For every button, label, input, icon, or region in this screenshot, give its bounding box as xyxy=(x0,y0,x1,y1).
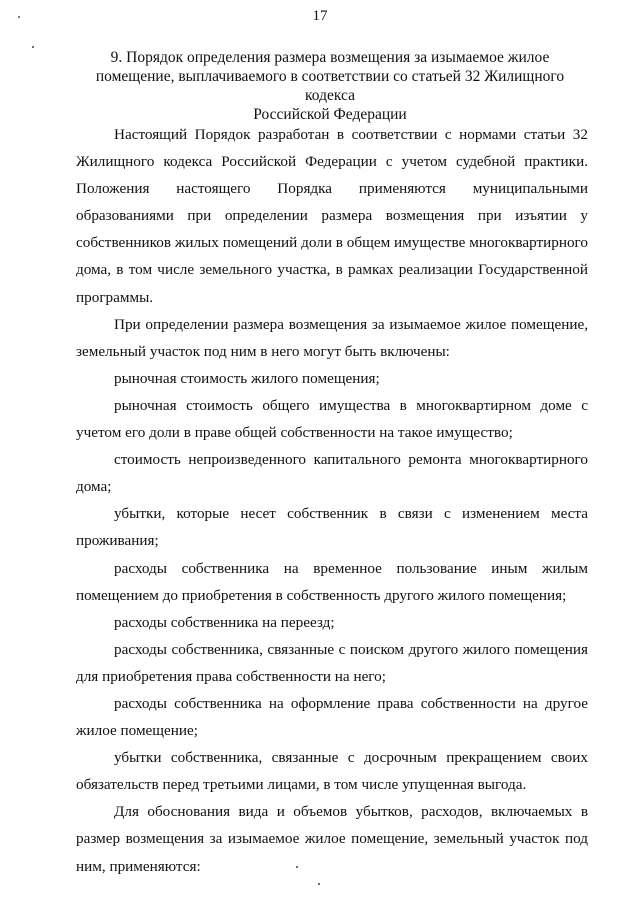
section-heading-line-2: помещение, выплачиваемого в соответствии со статьей 32 Жилищного кодекса xyxy=(95,68,565,104)
list-item-registration-expenses: расходы собственника на оформление права собственности на другое жилое помещение; xyxy=(76,694,588,740)
scan-speck xyxy=(18,16,20,18)
section-heading xyxy=(70,48,590,124)
list-item-early-termination-losses: убытки собственника, связанные с досрочным прекращением своих обязательств перед третьими лицами, в том числе упущенная выгода. xyxy=(76,749,588,794)
list-item-relocation-losses: убытки, которые несет собственник в связи с изменением места проживания; xyxy=(76,505,588,550)
list-item-common-property: рыночная стоимость общего имущества в многоквартирном доме с учетом его доли в праве общей собственности на такое имущество; xyxy=(76,396,588,442)
list-item-capital-repair: стоимость непроизведенного капитального ремонта многоквартирного дома; xyxy=(76,451,588,496)
scan-speck xyxy=(296,866,298,868)
section-heading-line-1: 9. Порядок определения размера возмещения за изымаемое жилое xyxy=(110,49,550,66)
paragraph-intro: Настоящий Порядок разработан в соответствии с нормами статьи 32 Жилищного кодекса Российской Федерации с учетом судебной практики. Положения настоящего Порядка применяются муниципальными образованиями при определении размера возмещения при изъятии у собственников жилых помещений доли в общем имуществе многоквартирного дома, в том числе земельного участка, в рамках реализации Государственной программы. xyxy=(76,126,588,306)
page-number: 17 xyxy=(312,8,328,24)
list-item-moving-expenses: расходы собственника на переезд; xyxy=(114,613,335,631)
section-heading-line-3: Российской Федерации xyxy=(253,106,407,123)
scan-speck xyxy=(318,883,320,885)
body-text xyxy=(76,121,588,880)
paragraph-justification: Для обоснования вида и объемов убытков, расходов, включаемых в размер возмещения за изымаемое жилое помещение, земельный участок под ним, применяются: xyxy=(76,803,588,875)
scan-speck xyxy=(32,46,34,48)
list-item-temporary-housing: расходы собственника на временное пользование иным жилым помещением до приобретения в собственность другого жилого помещения; xyxy=(76,559,588,604)
paragraph-compensation-items: При определении размера возмещения за изымаемое жилое помещение, земельный участок под ним в него могут быть включены: xyxy=(76,315,588,360)
list-item-search-expenses: расходы собственника, связанные с поиском другого жилого помещения для приобретения права собственности на него; xyxy=(76,640,588,685)
list-item-market-value: рыночная стоимость жилого помещения; xyxy=(114,369,380,387)
